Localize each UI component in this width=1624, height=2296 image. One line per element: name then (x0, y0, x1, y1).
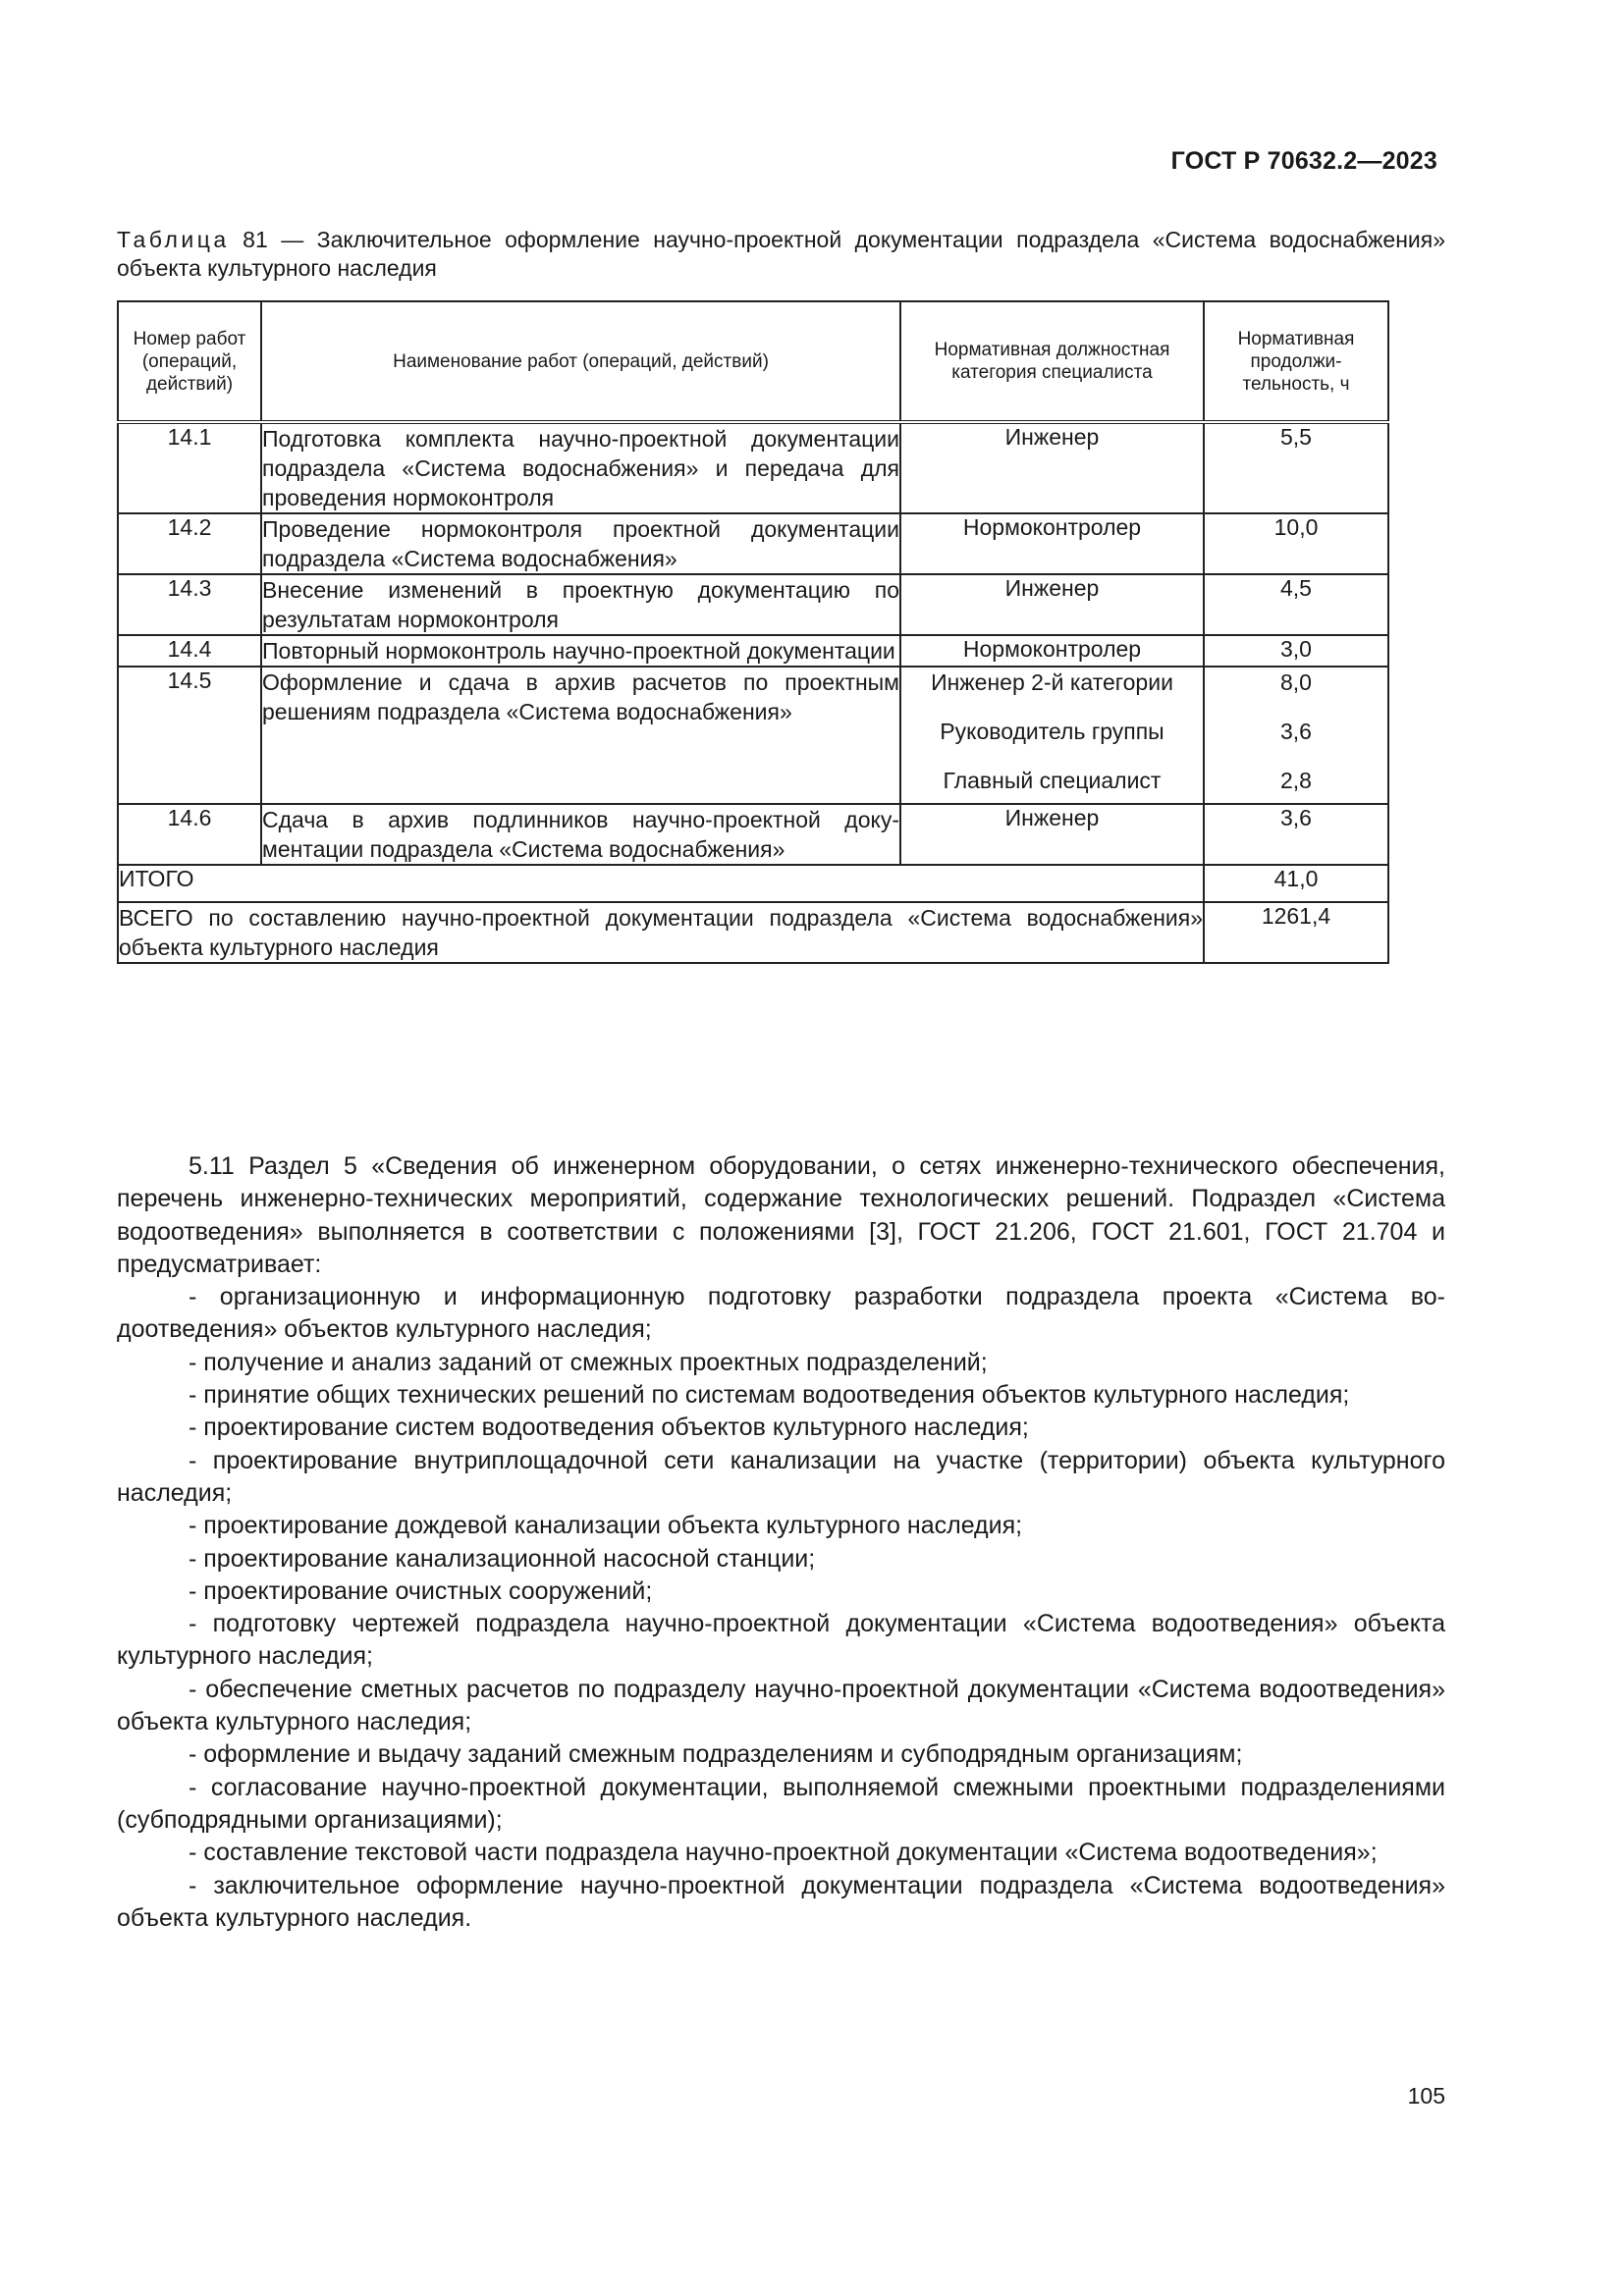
total-label: ИТОГО (118, 865, 1204, 902)
column-header-category: Нормативная должностная категория специалиста (900, 301, 1204, 422)
row-duration: 3,6 (1280, 719, 1312, 744)
table-caption (117, 226, 1445, 283)
list-item: - подготовку чертежей подраздела научно-проектной документации «Система водоотведения» объекта культурного наследия; (117, 1610, 1445, 1671)
row-category: Нормоконтролер (900, 513, 1204, 574)
row-category: Инженер (900, 804, 1204, 865)
list-item: - проектирование канализационной насосной станции; (189, 1544, 816, 1573)
grand-total-value: 1261,4 (1204, 902, 1388, 963)
table-row (118, 804, 1388, 865)
column-header-duration: Нормативная продолжительность, ч (1204, 301, 1388, 422)
list-item: - заключительное оформление научно-проектной документации подраздела «Система водоотведения» объекта культурного наследия. (117, 1871, 1445, 1932)
grand-total-label: ВСЕГО по составлению научно-проектной документации подраздела «Система водоснабжения» объекта культурного наследия (118, 902, 1204, 963)
row-number: 14.3 (118, 574, 261, 635)
table-header-row (118, 301, 1388, 422)
list-item: - проектирование систем водоотведения объектов культурного наследия; (189, 1414, 1029, 1442)
table-row (118, 667, 1388, 804)
column-header-number: Номер работ (операций, действий) (118, 301, 261, 422)
row-duration: 4,5 (1204, 574, 1388, 635)
table-grand-total-row (118, 902, 1388, 963)
list-item: - оформление и выдачу заданий смежным подразделениям и субподрядным организациям; (189, 1740, 1243, 1769)
table-row (118, 422, 1388, 513)
table-row (118, 574, 1388, 635)
table-row (118, 513, 1388, 574)
row-duration: 10,0 (1204, 513, 1388, 574)
row-work-name: Оформление и сдача в архив расчетов по проектным решениям подраздела «Система водоснабжения» (261, 667, 900, 804)
row-duration-list (1204, 667, 1388, 804)
row-category: Инженер (900, 574, 1204, 635)
row-work-name: Подготовка комплекта научно-проектной документации подраздела «Система водоснабжения» и передача для проведения нормоконтроля (261, 422, 900, 513)
row-category: Инженер 2-й категории (931, 669, 1173, 695)
row-duration: 8,0 (1280, 669, 1312, 695)
list-item: - принятие общих технических решений по системам водоотведения объектов культурного наследия; (189, 1381, 1350, 1410)
row-duration: 2,8 (1280, 768, 1312, 793)
section-intro-paragraph: 5.11 Раздел 5 «Сведения об инженерном оборудовании, о сетях инженерно-технического обеспечения, перечень инженерно-технических мероприятий, содержание технологических решений. Подраздел «Система водоотведения» выполняется в соответствии с положениями [3], ГОСТ 21.206, ГОСТ 21.601, ГОСТ 21.704 и предусматривает: (117, 1152, 1445, 1278)
list-item: - проектирование дождевой канализации объекта культурного наследия; (189, 1512, 1023, 1540)
row-work-name: Сдача в архив подлинников научно-проектной документации подраздела «Система водоснабжения» (261, 804, 900, 865)
list-item: - организационную и информационную подготовку разработки подраздела проекта «Система водоотведения» объектов культурного наследия; (117, 1283, 1445, 1344)
row-work-name: Проведение нормоконтроля проектной документации подраздела «Система водоснабжения» (261, 513, 900, 574)
page-number: 105 (1407, 2083, 1445, 2109)
total-value: 41,0 (1204, 865, 1388, 902)
table-total-row (118, 865, 1388, 902)
list-item: - проектирование внутриплощадочной сети канализации на участке (территории) объекта культурного наследия; (117, 1446, 1445, 1507)
row-number: 14.1 (118, 422, 261, 513)
table-caption-text: 81 — Заключительное оформление научно-проектной документации подраздела «Система водоснабжения» объекта культурного наследия (117, 227, 1445, 281)
row-number: 14.6 (118, 804, 261, 865)
column-header-name: Наименование работ (операций, действий) (261, 301, 900, 422)
row-duration: 5,5 (1204, 422, 1388, 513)
row-category: Руководитель группы (940, 719, 1164, 744)
row-category-list (900, 667, 1204, 804)
row-number: 14.4 (118, 635, 261, 667)
row-category: Инженер (900, 422, 1204, 513)
row-duration: 3,0 (1204, 635, 1388, 667)
list-item: - проектирование очистных сооружений; (189, 1576, 653, 1605)
row-duration: 3,6 (1204, 804, 1388, 865)
table-caption-prefix: Таблица (117, 227, 230, 252)
table-row (118, 635, 1388, 667)
row-category: Нормоконтролер (900, 635, 1204, 667)
list-item: - обеспечение сметных расчетов по подразделу научно-проектной документации «Система водоотведения» объекта культурного наследия; (117, 1675, 1445, 1736)
row-work-name: Повторный нормоконтроль научно-проектной документации (261, 635, 900, 667)
row-category: Главный специалист (943, 768, 1162, 793)
list-item: - получение и анализ заданий от смежных проектных подразделений; (189, 1348, 988, 1376)
list-item: - согласование научно-проектной документации, выполняемой смежными проектными подразделениями (субподрядными организациями); (117, 1773, 1445, 1834)
row-number: 14.5 (118, 667, 261, 804)
section-body (117, 1150, 1445, 1935)
list-item: - составление текстовой части подраздела научно-проектной документации «Система водоотведения»; (189, 1839, 1378, 1867)
work-norms-table (117, 300, 1389, 964)
document-id-header: ГОСТ Р 70632.2—2023 (1170, 147, 1437, 175)
row-work-name: Внесение изменений в проектную документацию по результатам нормоконтроля (261, 574, 900, 635)
row-number: 14.2 (118, 513, 261, 574)
